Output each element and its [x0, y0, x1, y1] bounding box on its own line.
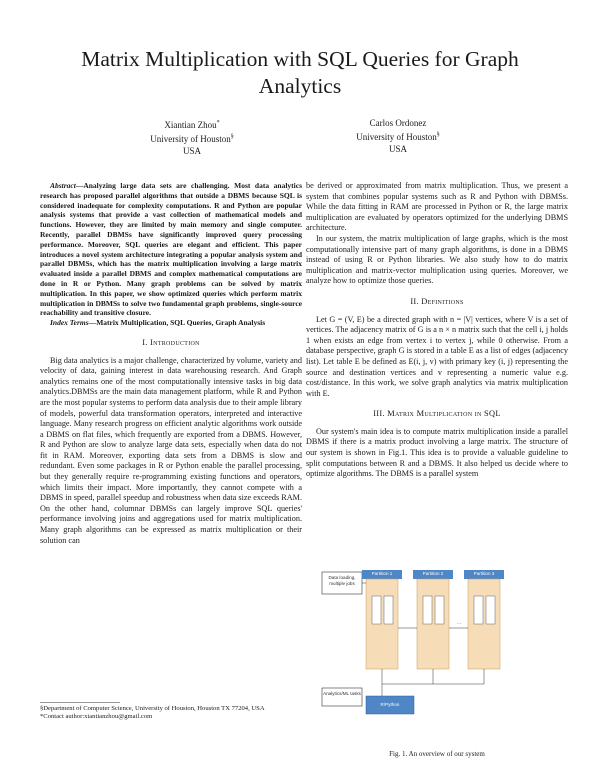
author-country: USA — [182, 146, 201, 156]
data-block — [423, 596, 432, 624]
data-block — [474, 596, 483, 624]
figure-caption: Fig. 1. An overview of our system — [389, 750, 485, 758]
index-terms — [40, 318, 302, 328]
author-name: Xiantian Zhou — [164, 120, 217, 130]
author-affiliation: University of Houston — [150, 134, 231, 144]
r-python-label: R/Python — [380, 702, 400, 707]
abstract — [40, 181, 302, 318]
data-block — [384, 596, 393, 624]
author-country: USA — [388, 144, 407, 154]
data-loading-label: Data loading, multiple jobs — [328, 575, 356, 586]
partition-2-label: Partition 2 — [422, 571, 444, 576]
affiliation-mark: § — [436, 132, 440, 138]
footnote-department: §Department of Computer Science, University of Houston, Houston TX 77204, USA — [40, 705, 265, 712]
abstract-text: —Analyzing large data sets are challenging. Most data analytics research has proposed parallel algorithms that outside a DBMS because SQL is considered inadequate for complexity computations. R and Python are popular analysis systems that provide a vast collection of mathematical models and functions. However, they are limited by main memory and single computer. Recently, parallel DBMSs have significantly improved query processing performance. Moreover, SQL queries are elegant and efficient. This paper introduces a novel system architecture integrating a popular analysis system and parallel DBMSs, which has the matrix multiplication involving a large matrix evaluated inside a parallel DBMS and complex mathematical computations are done in R or Python. Many graph problems can be solved by matrix multiplication. In this paper, we show optimized queries which perform matrix multiplication in DBMSs to solve two fundamental graph problems, single-source reachability and transitive closure. — [40, 181, 302, 318]
footnote-rule — [40, 702, 120, 703]
ellipsis-label: ... — [457, 620, 461, 625]
intro-paragraph-2: In our system, the matrix multiplication of large graphs, which is the most computationally intensive part of many graph algorithms, is done in a DBMS instead of using R or Python libraries. We also study how to do matrix multiplication and matrix-vector multiplication using queries. Moreover, we analyze how to optimize those queries. — [306, 233, 568, 286]
analytics-label: Analytics/ML tasks — [323, 691, 361, 696]
index-terms-text: —Matrix Multiplication, SQL Queries, Graph Analysis — [88, 318, 266, 328]
author-mark: * — [216, 120, 220, 126]
partition-3-label: Partition 3 — [473, 571, 495, 576]
data-block — [486, 596, 495, 624]
author-block-1 — [92, 117, 292, 157]
section-heading-definitions: II. Definitions — [410, 296, 464, 306]
section-heading-matrix-multiplication: III. Matrix Multiplication in SQL — [373, 409, 501, 419]
intro-paragraph: Big data analytics is a major challenge, characterized by volume, variety and velocity of data, gaining interest in data warehousing research. And Graph analytics remains one of the most computationally intensive tasks in big data analytics.DBMSs are the main data management platform, while R and Python are the most popular systems to perform data analysis due to their ample library of models, powerful data transformation operators, interpreted and interactive language. Many research progress on efficient analytic algorithms work outside a DBMS on flat files, which frequently are exported from a DBMS. However, R and Python are slow to analyze large data sets, especially when data do not fit in RAM. Moreover, exporting data sets from a DBMS is slow and redundant. Even some packages in R or Python enable the parallel processing, but they generally require re-programming existing functions and operators, which limits their impact. More importantly, they cannot compete with a DBMS in speed, parallel speedup and robustness when data size exceeds RAM. On the other hand, columnar DBMSs can largely improve SQL queries' performance involving joins and aggregations used for matrix multiplication. Many graph algorithms can be expressed as matrix multiplication or their solution can — [40, 355, 302, 545]
right-column — [306, 181, 568, 480]
affiliation-mark: § — [230, 134, 234, 140]
matrix-multiplication-paragraph: Our system's main idea is to compute matrix multiplication inside a parallel DBMS if there is a matrix product involving a large matrix. The structure of our system is shown in Fig.1. This idea is to provide a valuable guideline to split computations between R and a DBMS. It also helped us decide where to optimize algorithms. The DBMS is a parallel system — [306, 426, 568, 479]
author-block-2 — [298, 117, 498, 155]
intro-continued-paragraph: be derived or approximated from matrix multiplication. Thus, we present a system that combines popular systems such as R and Python with DBMSs. While the data fitting in RAM are processed in Python or R, the large matrix multiplication are evaluated by operators optimized for the underlying DBMS architecture. — [306, 181, 568, 233]
footnote-contact: *Contact author:xiantianzhou@gmail.com — [40, 713, 153, 721]
section-heading-introduction: I. Introduction — [142, 337, 200, 347]
author-affiliation: University of Houston — [356, 132, 437, 142]
footnotes — [40, 702, 302, 722]
abstract-label: Abstract — [50, 181, 76, 190]
paper-title: Matrix Multiplication with SQL Queries for Graph Analytics — [81, 47, 519, 98]
partition-1-label: Partition 1 — [371, 571, 393, 576]
author-name: Carlos Ordonez — [369, 118, 427, 128]
data-block — [435, 596, 444, 624]
left-column — [40, 181, 302, 546]
definitions-paragraph: Let G = (V, E) be a directed graph with n = |V| vertices, where V is a set of vertices. The adjacency matrix of G is a n × n matrix such that the cell i, j holds 1 when exists an edge from vertex i to vertex j, while 0 otherwise. From a database perspective, graph G is stored in a table E as a list of edges (adjacency list). Let table E be defined as E(i, j, v) with primary key (i, j) representing the source and destination vertices and v representing a numeric value e.g. cost/distance. In this work, we solve graph analytics via matrix multiplication with E. — [306, 314, 568, 398]
figure-system-overview — [318, 548, 558, 740]
index-terms-label: Index Terms — [50, 318, 89, 328]
data-block — [372, 596, 381, 624]
